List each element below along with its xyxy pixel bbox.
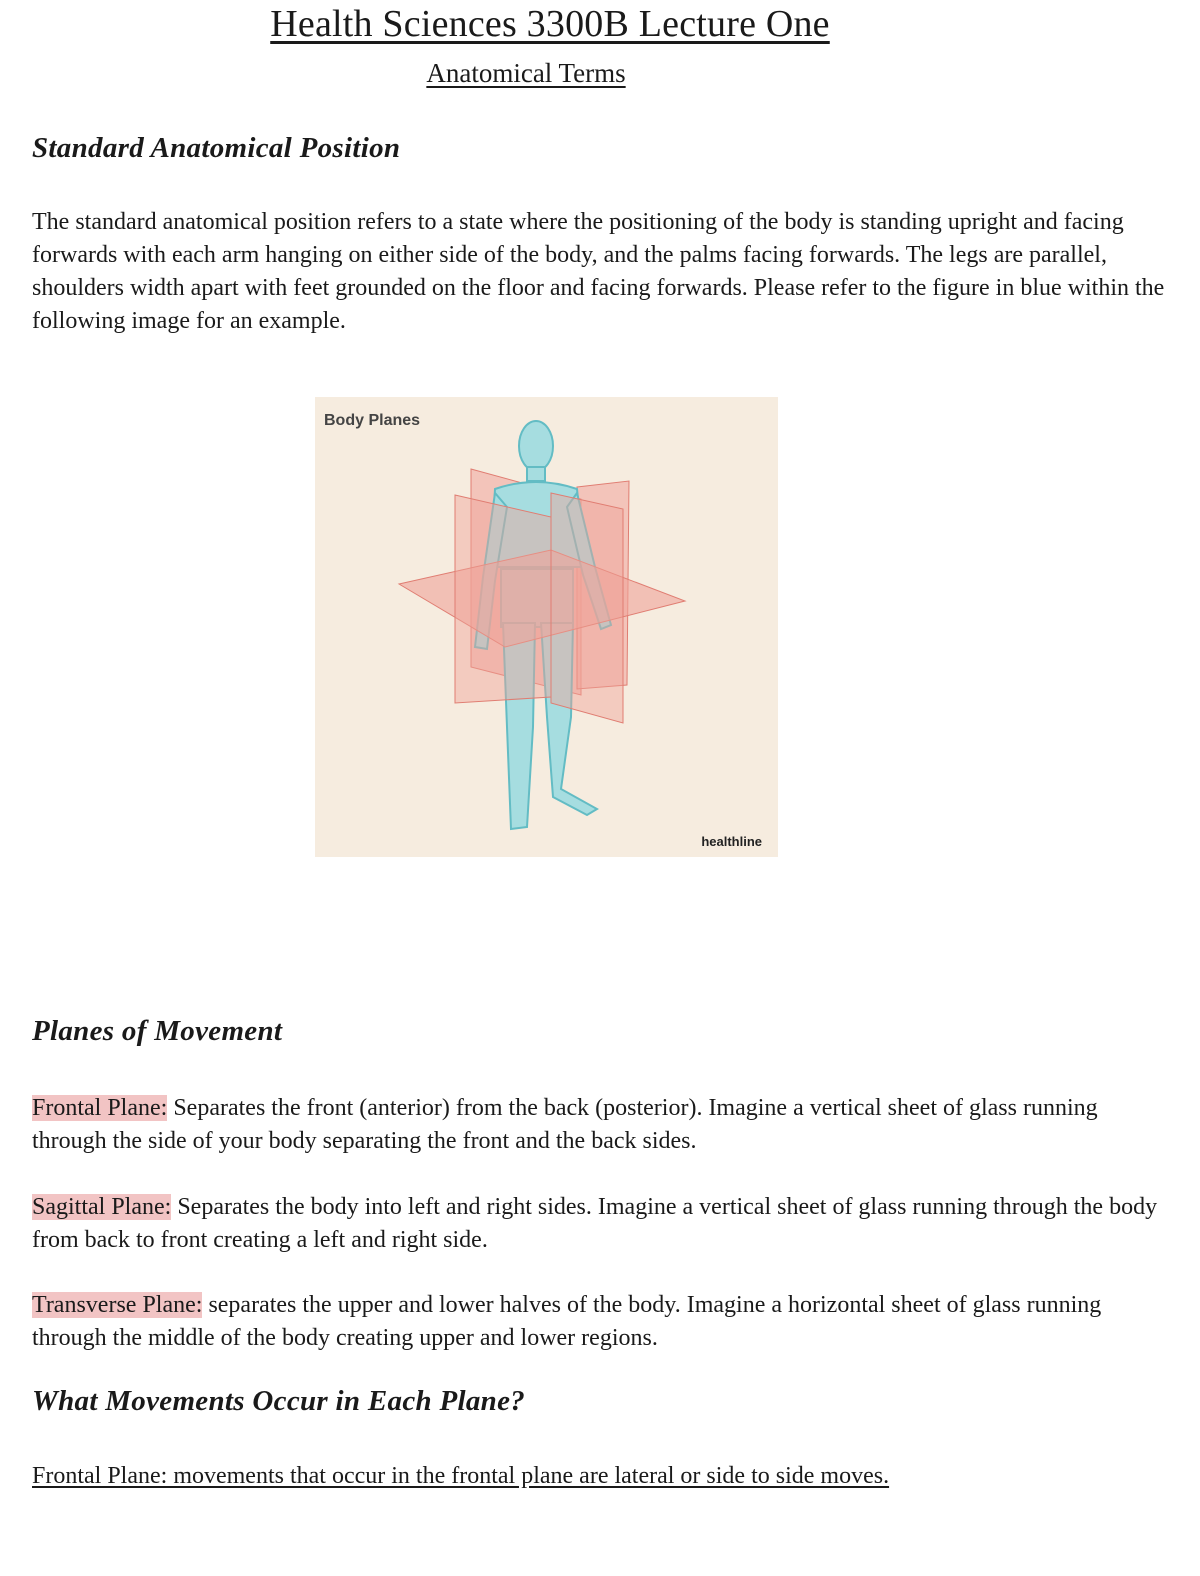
section-heading-movements-per-plane: What Movements Occur in Each Plane? (32, 1385, 526, 1417)
section-heading-planes-of-movement: Planes of Movement (32, 1015, 283, 1047)
frontal-plane (455, 495, 551, 703)
body-planes-illustration (315, 397, 778, 857)
figure-title: Body Planes (324, 412, 421, 429)
anatomical-position-paragraph: The standard anatomical position refers to a state where the positioning of the body is standing upright and facing forwards with each arm hanging on either side of the body, and the palms facing forwards. The legs are parallel, shoulders width apart with feet grounded on the floor and facing forwards. Please refer to the figure in blue within the following image for an example. (32, 209, 1165, 334)
document-subtitle: Anatomical Terms (426, 58, 626, 88)
healthline-logo: healthline (701, 834, 762, 849)
sagittal-plane-paragraph (32, 1191, 1172, 1257)
sagittal-plane (551, 493, 623, 723)
frontal-plane-description: Separates the front (anterior) from the back (posterior). Imagine a vertical sheet of glass running through the side of your body separating the front and the back sides. (32, 1095, 1098, 1154)
sagittal-plane-description: Separates the body into left and right sides. Imagine a vertical sheet of glass running through the body from back to front creating a left and right side. (32, 1194, 1158, 1253)
sagittal-plane-term: Sagittal Plane: (32, 1194, 172, 1220)
transverse-plane-paragraph (32, 1289, 1172, 1355)
section-heading-anatomical-position: Standard Anatomical Position (32, 132, 401, 164)
frontal-plane-term: Frontal Plane: (32, 1095, 168, 1121)
transverse-plane-term: Transverse Plane: (32, 1292, 203, 1318)
body-planes-figure (315, 397, 778, 857)
frontal-plane-paragraph (32, 1092, 1172, 1158)
document-title: Health Sciences 3300B Lecture One (270, 3, 830, 45)
frontal-plane-movements-line: Frontal Plane: movements that occur in the frontal plane are lateral or side to side moves. (32, 1463, 890, 1489)
transverse-plane-description: separates the upper and lower halves of the body. Imagine a horizontal sheet of glass running through the middle of the body creating upper and lower regions. (32, 1292, 1102, 1351)
